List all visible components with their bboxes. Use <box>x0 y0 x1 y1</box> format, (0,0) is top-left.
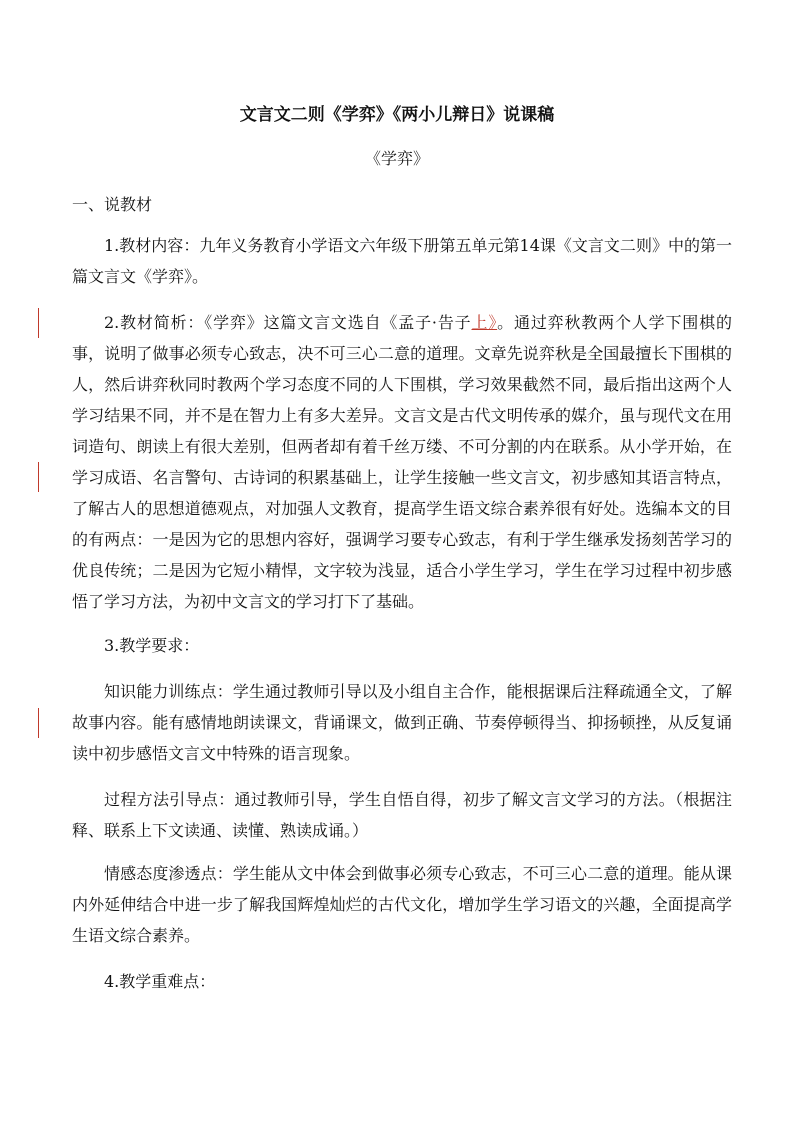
revision-bar <box>38 708 39 738</box>
revision-marked-text: 上》 <box>471 313 498 332</box>
section-heading: 一、说教材 <box>72 195 153 214</box>
paragraph-text: 2.教材简析：《学弈》这篇文言文选自《孟子·告子 <box>104 313 472 332</box>
paragraph-process-methods: 过程方法引导点：通过教师引导，学生自悟自得，初步了解文言文学习的方法。（根据注释、联系上下文读通、读懂、熟读成诵。） <box>72 790 732 840</box>
paragraph-teaching-content: 1.教材内容：九年义务教育小学语文六年级下册第五单元第14课《文言文二则》中的第一篇文言文《学弈》。 <box>72 236 732 286</box>
paragraph-teaching-requirements: 3.教学要求： <box>104 636 200 655</box>
paragraph-teaching-analysis <box>72 307 732 617</box>
revision-bar <box>38 308 39 338</box>
paragraph-knowledge-skills: 知识能力训练点：学生通过教师引导以及小组自主合作，能根据课后注释疏通全文，了解故事内容。能有感情地朗读课文，背诵课文，做到正确、节奏停顿得当、抑扬顿挫，从反复诵读中初步感悟文言文中特殊的语言现象。 <box>72 682 732 763</box>
paragraph-key-difficulties: 4.教学重难点： <box>104 972 216 991</box>
revision-bar <box>38 462 39 492</box>
paragraph-emotional-attitude: 情感态度渗透点：学生能从文中体会到做事必须专心致志，不可三心二意的道理。能从课内外延伸结合中进一步了解我国辉煌灿烂的古代文化，增加学生学习语文的兴趣，全面提高学生语文综合素养。 <box>72 864 732 945</box>
paragraph-text: 。通过弈秋教两个人学下围棋的事，说明了做事必须专心致志，决不可三心二意的道理。文章先说弈秋是全国最擅长下围棋的人，然后讲弈秋同时教两个学习态度不同的人下围棋，学习效果截然不同，最后指出这两个人学习结果不同，并不是在智力上有多大差异。文言文是古代文明传承的媒介，虽与现代文在用词造句、朗读上有很大差别，但两者却有着千丝万缕、不可分割的内在联系。从小学开始，在学习成语、名言警句、古诗词的积累基础上，让学生接触一些文言文，初步感知其语言特点，了解古人的思想道德观点，对加强人文教育，提高学生语文综合素养很有好处。选编本文的目的有两点：一是因为它的思想内容好，强调学习要专心致志，有利于学生继承发扬刻苦学习的优良传统；二是因为它短小精悍，文字较为浅显，适合小学生学习，学生在学习过程中初步感悟了学习方法，为初中文言文的学习打下了基础。 <box>72 313 732 611</box>
document-subtitle: 《学弈》 <box>364 149 429 168</box>
document-title: 文言文二则《学弈》《两小儿辩日》说课稿 <box>239 105 555 125</box>
